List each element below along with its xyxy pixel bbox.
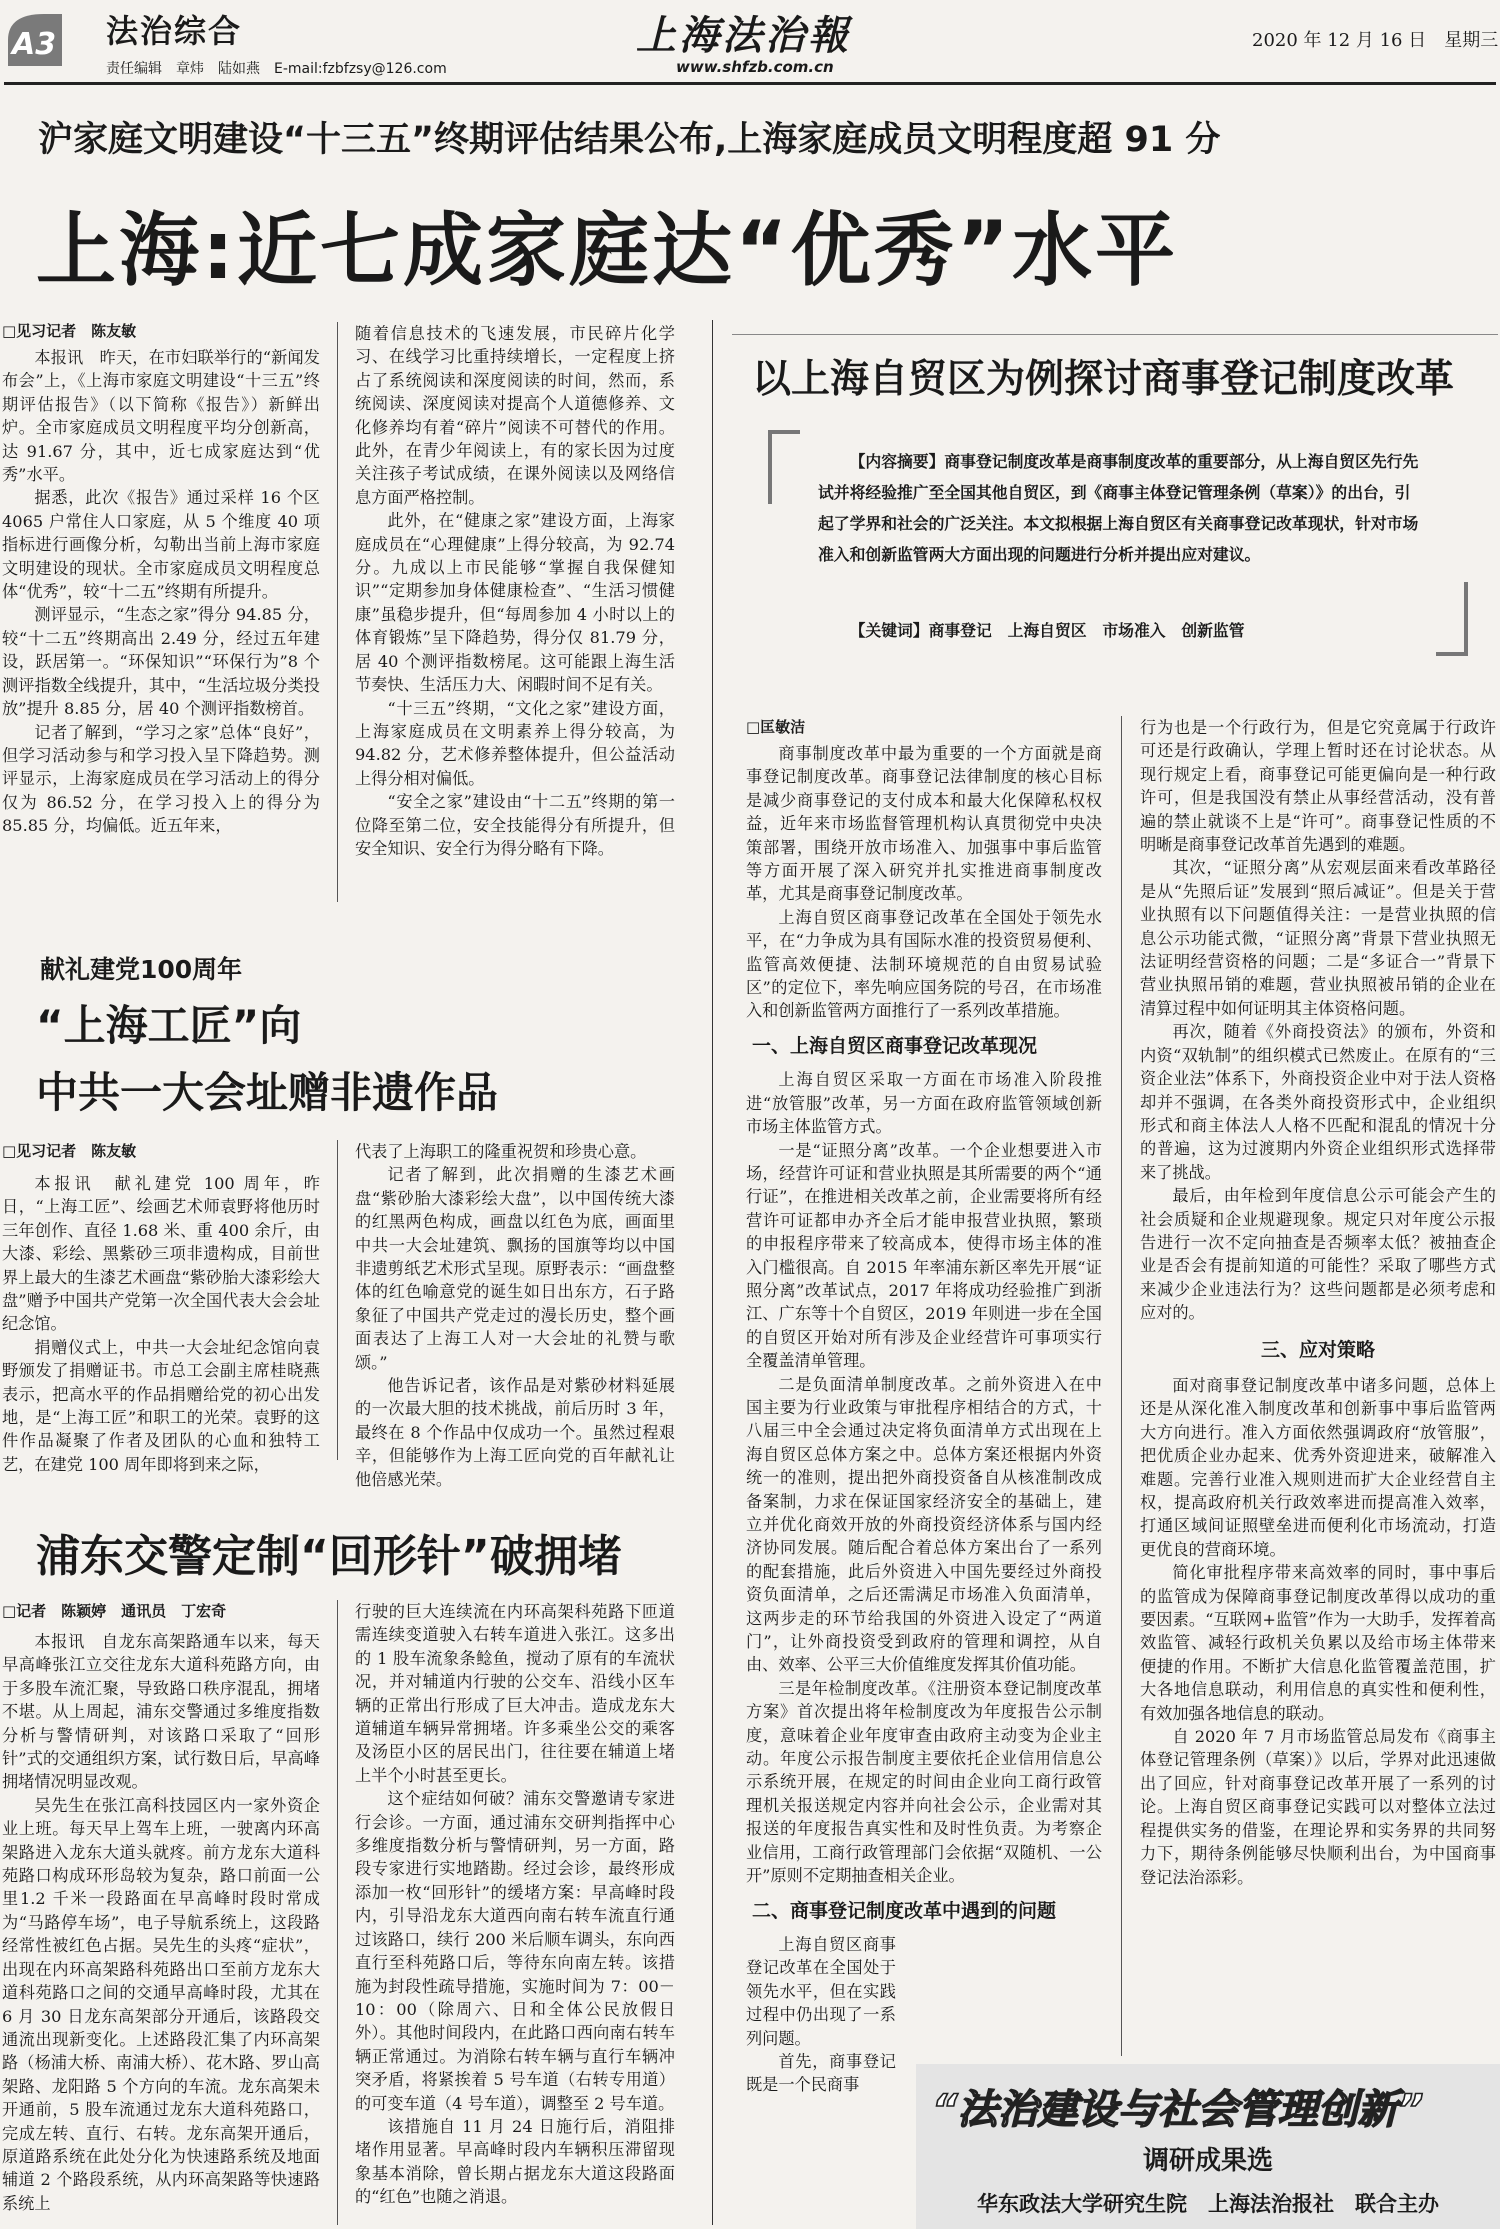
column-divider (1121, 716, 1122, 2056)
paragraph: 代表了上海职工的隆重祝贺和珍贵心意。 (355, 1142, 647, 1161)
craftsman-column-2 (355, 1140, 675, 1491)
traffic-byline: □记者 陈颖婷 通讯员 丁宏奇 (2, 1602, 227, 1620)
lead-byline: □见习记者 陈友敏 (2, 322, 137, 340)
lead-column-1 (2, 346, 320, 838)
ftz-headline: 以上海自贸区为例探讨商事登记制度改革 (752, 357, 1455, 402)
paper-name-logo: 上海法治報 (636, 12, 851, 59)
page-number-badge (4, 10, 84, 68)
paragraph: 吴先生在张江高科技园区内一家外资企业上班。每天早上驾车上班，一驶离内环高架路进入龙东大道头就疼。前方龙东大道科苑路口构成环形岛较为复杂，路口前面一公里1.2 千米一段路面在早高峰时段时常成为“马路停车场”，电子导航系统上，这段路经常性被红色占据。吴先生的头疼“症状”，出现在内环高架路科苑路出口至前方龙东大道科苑路口之间的交通早高峰时段，尤其在 6 月 30 日龙东高架部分开通后，该路段交通流出现新变化。上述路段汇集了内环高架路（杨浦大桥、南浦大桥）、花木路、罗山高架路、龙阳路 5 个方向的车流。龙东高架未开通前，5 股车流通过龙东大道科苑路口，完成左转、直行、右转。龙东高架开通后，原道路系统在此处分化为快速路系统及地面辅道 2 个路段系统，从内环高架路等快速路系统上 (2, 1795, 320, 2213)
paragraph: 其次，“证照分离”从宏观层面来看改革路径是从“先照后证”发展到“照后减证”。但是关于营业执照有以下问题值得关注：一是营业执照的信息公示功能式微，“证照分离”背景下营业执照无法证明经营资格的问题；二是“多证合一”背景下营业执照吊销的难题，营业执照被吊销的企业在清算过程中如何证明其主体资格问题。 (1140, 858, 1496, 1018)
craftsman-headline-line2: 中共一大会址赠非遗作品 (36, 1068, 499, 1117)
banner-subtitle: 调研成果选 (1142, 2146, 1273, 2176)
page-center-divider (712, 320, 713, 2225)
lead-column-2 (355, 322, 675, 860)
paragraph: 该措施自 11 月 24 日施行后，消阻排堵作用显著。早高峰时段内车辆积压滞留现象基本消除，曾长期占据龙东大道这段路面的“红色”也随之消退。 (355, 2116, 675, 2207)
paragraph: 商事制度改革中最为重要的一个方面就是商事登记制度改革。商事登记法律制度的核心目标是减少商事登记的支付成本和最大化保障私权权益，近年来市场监督管理机构认真贯彻党中央决策部署，围绕开放市场准入、加强事中事后监管等方面开展了深入研究并扎实推进商事制度改革，尤其是商事登记制度改革。 (746, 744, 1102, 904)
ftz-column-b (1140, 716, 1496, 1889)
paragraph: “安全之家”建设由“十二五”终期的第一位降至第二位，安全技能得分有所提升，但安全知识、安全行为得分略有下降。 (355, 792, 675, 858)
paragraph: 捐赠仪式上，中共一大会址纪念馆向袁野颁发了捐赠证书。市总工会副主席桂晓燕表示，把高水平的作品捐赠给党的初心出发地，是“上海工匠”和职工的光荣。袁野的这件作品凝聚了作者及团队的心血和独特工艺，在建党 100 周年即将到来之际， (2, 1337, 320, 1474)
traffic-headline: 浦东交警定制“回形针”破拥堵 (36, 1531, 622, 1582)
column-divider (337, 322, 338, 902)
bracket-bottom-right (1436, 582, 1468, 656)
bracket-top-left (768, 430, 800, 504)
paragraph: 再次，随着《外商投资法》的颁布，外资和内资“双轨制”的组织模式已然废止。在原有的“三资企业法”体系下，外商投资企业中对于法人资格却并不强调，在各类外商投资形式中，企业组织形式和商主体法人人格不匹配和混乱的情况十分的普遍，这为过渡期内外资企业组织形式选择带来了挑战。 (1140, 1022, 1496, 1182)
masthead-rule (4, 82, 1496, 85)
issue-date: 2020 年 12 月 16 日 星期三 (1252, 30, 1499, 51)
page-number: A3 (12, 27, 57, 62)
lead-headline: 上海:近七成家庭达“优秀”水平 (36, 204, 1179, 297)
column-divider (337, 1600, 338, 2225)
paragraph: 首先，商事登记既是一个民商事 (746, 2051, 896, 2095)
paragraph: 二是负面清单制度改革。之前外资进入在中国主要为行业政策与审批程序相结合的方式，十八届三中全会通过决定将负面清单方式出现在上海自贸区总体方案之中。总体方案还根据内外资统一的准则，提出把外商投资备自从核准制改成备案制，力求在保证国家经济安全的基础上，建立并优化商效开放的外商投资经济体系与国内经济协同发展。随后配合着总体方案出台了一系列的配套措施，此后外资进入中国先要经过外商投资负面清单，之后还需满足市场准入负面清单，这两步走的环节给我国的外资进入设定了“两道门”，让外商投资受到政府的管理和调控，从自由、效率、公平三大价值维度发挥其价值功能。 (746, 1374, 1102, 1675)
paragraph: 三是年检制度改革。《注册资本登记制度改革方案》首次提出将年检制度改为年度报告公示制度，意味着企业年度审查由政府主动变为企业主动。年度公示报告制度主要依托企业信用信息公示系统开展，在规定的时间由企业向工商行政管理机关报送规定内容并向社会公示，企业需对其报送的年度报告真实性和及时性负责。为考察企业信用，工商行政管理部门会依据“双随机、一公开”原则不定期抽查相关企业。 (746, 1678, 1102, 1886)
website: www.shfzb.com.cn (676, 58, 834, 76)
traffic-column-2 (355, 1600, 675, 2209)
paragraph: 本报讯 自龙东高架路通车以来，每天早高峰张江立交往龙东大道科苑路方向，由于多股车流汇聚，导致路口秩序混乱，拥堵不堪。从上周起，浦东交警通过多维度指数分析与警情研判，对该路口采取了“回形针”式的交通组织方案，试行数日后，早高峰拥堵情况明显改观。 (2, 1632, 320, 1792)
paragraph: 测评显示，“生态之家”得分 94.85 分，较“十二五”终期高出 2.49 分，经过五年建设，跃居第一。“环保知识”“环保行为”8 个测评指数全线提升，其中，“生活垃圾分类投放”提升 8.85 分，居 40 个测评指数榜首。 (2, 605, 320, 719)
paragraph: 记者了解到，此次捐赠的生漆艺术画盘“紫砂胎大漆彩绘大盘”，以中国传统大漆的红黑两色构成，画盘以红色为底，画面里中共一大会址建筑、飘扬的国旗等均以中国非遗剪纸艺术形式呈现。原野表示：“画盘整体的红色喻意党的诞生如日出东方，石子路象征了中国共产党走过的漫长历史，整个画面表达了上海工人对一大会址的礼赞与歌颂。” (355, 1165, 675, 1372)
ftz-byline: □匡敏洁 (746, 718, 806, 736)
banner-hosts: 华东政法大学研究生院 上海法治报社 联合主办 (977, 2192, 1439, 2216)
paragraph: 记者了解到，“学习之家”总体“良好”，但学习活动参与和学习投入呈下降趋势。测评显示，上海家庭成员在学习活动上的得分仅为 86.52 分，在学习投入上的得分为 85.85 分，均偏低。近五年来， (2, 722, 320, 836)
section-heading-2: 二、商事登记制度改革中遇到的问题 (752, 1899, 1057, 1922)
lead-subtitle: 沪家庭文明建设“十三五”终期评估结果公布,上海家庭成员文明程度超 91 分 (38, 120, 1221, 160)
paragraph: 行为也是一个行政行为，但是它究竟属于行政许可还是行政确认，学理上暂时还在讨论状态。从现行规定上看，商事登记可能更偏向是一种行政许可，但是我国没有禁止从事经营活动，没有普遍的禁止就谈不上是“许可”。商事登记性质的不明晰是商事登记改革首先遇到的难题。 (1140, 718, 1496, 855)
paragraph: 随着信息技术的飞速发展，市民碎片化学习、在线学习比重持续增长，一定程度上挤占了系统阅读和深度阅读的时间，然而，系统阅读、深度阅读对提高个人道德修养、文化修养均有着“碎片”阅读不可替代的作用。此外，在青少年阅读上，有的家长因为过度关注孩子考试成绩，在课外阅读以及网络信息方面严格控制。 (355, 324, 675, 507)
masthead (0, 0, 1500, 84)
abstract-text: 【内容摘要】商事登记制度改革是商事制度改革的重要部分，从上海自贸区先行先试并将经验推广至全国其他自贸区，到《商事主体登记管理条例（草案）》的出台，引起了学界和社会的广泛关注。本文拟根据上海自贸区有关商事登记改革现状，针对市场准入和创新监管两大方面出现的问题进行分析并提出应对建议。 (818, 452, 1419, 564)
paragraph: 一是“证照分离”改革。一个企业想要进入市场，经营许可证和营业执照是其所需要的两个“通行证”，在推进相关改革之前，企业需要将所有经营许可证都申办齐全后才能申报营业执照，繁琐的申报程序带来了较高成本，使得市场主体的准入门槛很高。自 2015 年率浦东新区率先开展“证照分离”改革试点，2017 年将成功经验推广到浙江、广东等十个自贸区，2019 年则进一步在全国的自贸区开始对所有涉及企业经营许可事项实行全覆盖清单管理。 (746, 1140, 1102, 1371)
craftsman-byline: □见习记者 陈友敏 (2, 1142, 137, 1160)
paragraph: 据悉，此次《报告》通过采样 16 个区 4065 户常住人口家庭，从 5 个维度 40 项指标进行画像分析，勾勒出当前上海市家庭文明建设的现状。全市家庭成员文明程度总体“优秀”，较“十二五”终期有所提升。 (2, 488, 320, 602)
traffic-column-1 (2, 1630, 320, 2215)
section-title: 法治综合 (106, 12, 243, 50)
paragraph: 面对商事登记制度改革中诸多问题，总体上还是从深化准入制度改革和创新事中事后监管两大方向进行。准入方面依然强调政府“放管服”，把优质企业办起来、优秀外资迎进来，破解准入难题。完善行业准入规则进而扩大企业经营自主权，提高政府机关行政效率进而提高准入效率，打通区域间证照壁垒进而便利化市场流动，打造更优良的营商环境。 (1140, 1375, 1496, 1559)
column-divider (337, 1140, 338, 1460)
paragraph: 自 2020 年 7 月市场监管总局发布《商事主体登记管理条例（草案）》以后，学界对此迅速做出了回应，针对商事登记改革开展了一系列的讨论。上海自贸区商事登记实践可以对整体立法过程提供实务的借鉴，在理论界和实务界的共同努力下，期待条例能够尽快顺利出台，为中国商事登记法治添彩。 (1140, 1727, 1496, 1887)
paragraph: 上海自贸区商事登记改革在全国处于领先水平，在“力争成为具有国际水准的投资贸易便利、监管高效便捷、法制环境规范的自由贸易试验区”的定位下，率先响应国务院的号召，在市场准入和创新监管两方面推行了一系列改革措施。 (746, 907, 1102, 1021)
page-number-shape (4, 10, 84, 68)
section-heading-1: 一、上海自贸区商事登记改革现况 (752, 1034, 1038, 1057)
abstract-box (768, 430, 1468, 656)
keywords-text: 【关键词】商事登记 上海自贸区 市场准入 创新监管 (849, 621, 1245, 640)
section-2-narrow (746, 1933, 896, 2097)
paragraph: 这个症结如何破？浦东交警邀请专家进行会诊。一方面，通过浦东交研判指挥中心多维度指数分析与警情研判，另一方面，路段专家进行实地踏勘。经过会诊，最终形成添加一枚“回形针”的缓堵方案：早高峰时段内，引导沿龙东大道西向南右转车流直行通过该路口，续行 200 米后顺车调头，东向西直行至科苑路口后，等待东向南左转。该措施为封段性疏导措施，实施时间为 7：00－10：00（除周六、日和全体公民放假日外）。其他时间段内，在此路口西向南右转车辆正常通过。为消除右转车辆与直行车辆冲突矛盾，将紧挨着 5 号车道（右转专用道）的可变车道（4 号车道），调整至 2 号车道。 (355, 1789, 675, 2113)
craftsman-headline-line1: “上海工匠”向 (36, 1001, 302, 1050)
paragraph: 最后，由年检到年度信息公示可能会产生的社会质疑和企业规避现象。规定只对年度公示报告进行一次不定向抽查是否频率太低？被抽查企业是否会有提前知道的可能性？采取了哪些方式来减少企业违法行为？这些问题都是必须考虑和应对的。 (1140, 1186, 1496, 1323)
craftsman-kicker: 献礼建党100周年 (40, 955, 243, 984)
ftz-column-a (746, 742, 1102, 2097)
section-heading-3: 三、应对策略 (1260, 1338, 1375, 1361)
paragraph: 行驶的巨大连续流在内环高架科苑路下匝道需连续变道驶入右转车道进入张江。这多出的 1 股车流象条鲶鱼，搅动了原有的车流状况，并对辅道内行驶的公交车、沿线小区车辆的正常出行形成了巨大冲击。造成龙东大道辅道车辆异常拥堵。许多乘坐公交的乘客及汤臣小区的居民出门，往往要在辅道上堵上半个小时甚至更长。 (355, 1602, 675, 1785)
paragraph: 简化审批程序带来高效率的同时，事中事后的监管成为保障商事登记制度改革得以成功的重要因素。“互联网+监管”作为一大助手，发挥着高效监管、减轻行政机关负累以及给市场主体带来便捷的作用。不断扩大信息化监管覆盖范围，扩大各地信息联动，利用信息的真实性和便利性，有效加强各地信息的联动。 (1140, 1563, 1496, 1723)
paragraph: 本报讯 昨天，在市妇联举行的“新闻发布会”上，《上海市家庭文明建设“十三五”终期评估报告》（以下简称《报告》）新鲜出炉。全市家庭成员文明程度平均分创新高，达 91.67 分，其中，近七成家庭达到“优秀”水平。 (2, 348, 320, 485)
ftz-top-rule (732, 334, 1498, 335)
paragraph: 上海自贸区商事登记改革在全国处于领先水平，但在实践过程中仍出现了一系列问题。 (746, 1934, 896, 2048)
paragraph: 此外，在“健康之家”建设方面，上海家庭成员在“心理健康”上得分较高，为 92.74 分。九成以上市民能够“掌握自我保健知识”“定期参加身体健康检查”、“生活习惯健康”虽稳步提升，但“每周参加 4 小时以上的体育锻炼”呈下降趋势，得分仅 81.79 分，居 40 个测评指数榜尾。这可能跟上海生活节奏快、生活压力大、闲暇时间不足有关。 (355, 511, 675, 695)
paragraph: 上海自贸区采取一方面在市场准入阶段推进“放管服”改革，另一方面在政府监管领域创新市场主体监管方式。 (746, 1070, 1102, 1137)
paragraph: 他告诉记者，该作品是对紫砂材料延展的一次最大胆的技术挑战，前后历时 3 年，最终在 8 个作品中仅成功一个。虽然过程艰辛，但能够作为上海工匠向党的百年献礼让他倍感光荣。 (355, 1376, 675, 1489)
paragraph: “十三五”终期，“文化之家”建设方面，上海家庭成员在文明素养上得分较高，为 94.82 分，艺术修养整体提升，但公益活动上得分相对偏低。 (355, 698, 675, 788)
banner-title: “法治建设与社会管理创新” (932, 2087, 1424, 2133)
series-banner (916, 2064, 1500, 2229)
paragraph: 本报讯 献礼建党 100 周年，昨日，“上海工匠”、绘画艺术师袁野将他历时三年创作、直径 1.68 米、重 400 余斤，由大漆、彩绘、黑紫砂三项非遗构成，目前世界上最大的生漆艺术画盘“紫砂胎大漆彩绘大盘”赠予中国共产党第一次全国代表大会会址纪念馆。 (2, 1174, 320, 1334)
craftsman-column-1 (2, 1172, 320, 1476)
editor-line: 责任编辑 章炜 陆如燕 E-mail:fzbfzsy@126.com (106, 61, 447, 77)
